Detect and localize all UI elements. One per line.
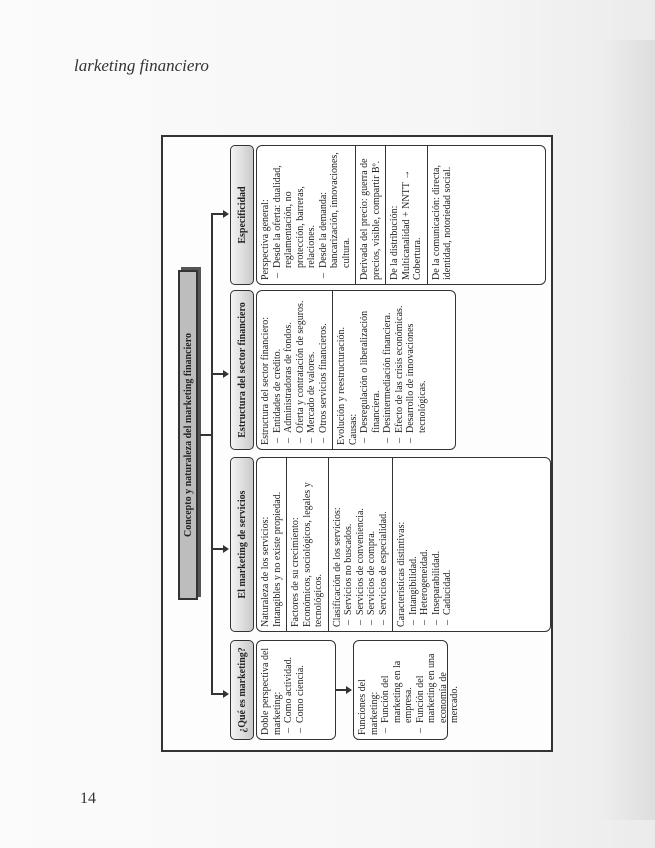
section-title: Estructura del sector financiero: — [260, 317, 271, 445]
section-title: Evolución y reestructuración. Causas: — [336, 326, 359, 445]
heading-que-es-marketing: ¿Qué es marketing? — [230, 640, 254, 740]
list-item: – Desregulación o liberalización financiera. — [359, 295, 382, 433]
section-title: Características distintivas: — [396, 521, 407, 627]
list-item: – Heterogeneidad. — [419, 462, 431, 615]
section-title: Perspectiva general: — [260, 199, 271, 280]
section-text: De la distribución: Multicanalidad + NNTT → Cobertura. — [389, 169, 423, 280]
connector-line — [200, 435, 211, 437]
running-title: larketing financiero — [74, 56, 209, 75]
list-item: – Intangibilidad. — [408, 462, 420, 615]
diagram-frame — [161, 135, 553, 752]
section-estructura — [257, 291, 333, 449]
box-funciones-marketing — [353, 640, 460, 740]
box-estructura-sector — [256, 290, 456, 450]
list-item: – Otros servicios financieros. — [318, 295, 330, 433]
arrow-icon — [223, 690, 229, 698]
list-item: – Administradoras de fondos. — [283, 295, 295, 433]
list-item: – Efecto de las crisis económicas. — [394, 295, 406, 433]
list-item: – Mercado de valores. — [306, 295, 318, 433]
arrow-icon — [223, 370, 229, 378]
box-especificidad — [256, 145, 546, 285]
list-item: – Función del marketing en una economía de mercado. — [415, 645, 461, 723]
section-title: Naturaleza de los servicios: — [260, 516, 271, 627]
heading-marketing-servicios: El marketing de servicios — [230, 457, 254, 632]
section-text: Intangibles y no existe propiedad. — [271, 491, 283, 627]
list-item: – Desarrollo de innovaciones tecnológicas. — [405, 295, 428, 433]
list-item: – Oferta y contratación de seguros. — [295, 295, 307, 433]
list-item: – Desintermediación financiera. — [382, 295, 394, 433]
section-title: Factores de su crecimiento: — [290, 517, 301, 627]
section-factores — [287, 458, 329, 631]
box-doble-perspectiva — [256, 640, 336, 740]
list-item: – Caducidad. — [442, 462, 454, 615]
diagram-title: Concepto y naturaleza del marketing financiero — [178, 270, 198, 600]
arrow-icon — [223, 545, 229, 553]
section-text: Derivada del precio: guerra de precios, visible, compartir Bº. — [359, 158, 382, 280]
page-gutter-shadow — [600, 40, 655, 820]
list-item: – Entidades de crédito. — [272, 295, 284, 433]
section-comunicacion — [428, 146, 457, 284]
section-clasificacion — [329, 458, 394, 631]
box-text: Funciones del marketing: — [357, 679, 380, 735]
rotated-diagram — [163, 137, 551, 750]
list-item: – Desde la demanda: bancarización, innovaciones, cultura. — [318, 150, 353, 268]
list-item: – Servicios de compra. — [366, 462, 378, 615]
list-item: – Inseparabilidad. — [431, 462, 443, 615]
heading-especificidad: Especificidad — [230, 145, 254, 285]
list-item: – Desde la oferta: dualidad, reglamentación, no protección, barreras, relaciones. — [272, 150, 318, 268]
list-item: – Como actividad. — [283, 645, 295, 723]
arrow-icon — [346, 686, 352, 694]
section-naturaleza — [257, 458, 287, 631]
section-perspectiva-general — [257, 146, 356, 284]
section-evolucion — [333, 291, 431, 449]
section-distribucion — [386, 146, 428, 284]
section-precio — [356, 146, 386, 284]
connector-line — [211, 215, 213, 695]
page-number: 14 — [80, 790, 96, 807]
list-item: – Servicios de conveniencia. — [355, 462, 367, 615]
arrow-icon — [223, 210, 229, 218]
list-item: – Servicios no buscados. — [343, 462, 355, 615]
box-marketing-servicios — [256, 457, 551, 632]
box-text: Doble perspectiva del marketing: — [260, 647, 283, 735]
list-item: – Servicios de especialidad. — [378, 462, 390, 615]
section-text: Económicos, sociológicos, legales y tecnológicos. — [301, 482, 324, 627]
section-title: Clasificación de los servicios: — [331, 507, 343, 627]
section-text: De la comunicación: directa, identidad, notoriedad social. — [430, 165, 453, 280]
heading-estructura-sector: Estructura del sector financiero — [230, 290, 254, 450]
list-item: – Función del marketing en la empresa. — [380, 645, 415, 723]
section-caracteristicas — [393, 458, 457, 631]
list-item: – Como ciencia. — [295, 645, 307, 723]
